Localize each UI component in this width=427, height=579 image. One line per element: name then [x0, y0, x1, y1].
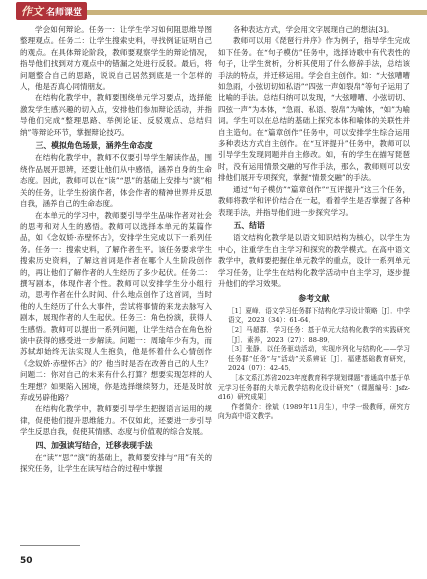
- paragraph: 在结构化教学中，教师要围绕单元学习要点，选择能激发学生感兴趣的切入点，安排他们参加辩论活动，并指导他们完成“整理思路、举例论证、反驳观点、总结归纳”等辩论环节，掌握辩论技巧。: [20, 93, 212, 137]
- page-header: [0, 0, 427, 22]
- right-column: [218, 24, 410, 422]
- column-name: 名师课堂: [46, 7, 83, 18]
- paragraph: 教师可以用《琵琶行并序》作为例子，指导学生完成如下任务。在“句子模仿”任务中，选择诗歌中有代表性的句子，让学生赏析，分析其使用了什么修辞手法，总结该手法的特点，并迁移运用。学会自主创作。如：“大弦嘈嘈如急雨，小弦切切如私语”“四弦一声如裂帛”等句子运用了比喻的手法。总结归纳可以发现，“大弦嘈嘈、小弦切切、四弦一声”为本体，“急雨、私语、裂帛”为喻体，“如”为喻词。学生可以在总结的基础上探究本体和喻体的关联性并自主造句。在“篇章创作”任务中，可以安排学生综合运用多种表达方式自主创作。在“互评提升”任务中，教师可以引导学生发现同题并自主修改。如，有的学生在描写琵琶时，没有运用情景交融的写作手法，那么，教师则可以安排他们展开专项探究，掌握“情景交融”的手法。: [218, 36, 410, 183]
- author-note: 作者简介：徐斌（1989年11月生），中学一级教师，研究方向为高中语文教学。: [218, 402, 410, 421]
- paragraph: 各种表达方式，学会用文字展现自己的想法[3]。: [233, 25, 394, 34]
- section-heading: 四、加强读写结合，迁移表现手法: [35, 440, 153, 450]
- left-column: [20, 24, 212, 475]
- paragraph: 通过“句子模仿”“篇章创作”“互评提升”这三个任务，教师将教学和评价结合在一起，看着学生是否掌握了各种表现手法，并指导他们进一步探究学习。: [218, 184, 410, 217]
- header-rule: [52, 10, 427, 15]
- paragraph: 在本单元的学习中，教师要引导学生品味作者对社会的思考和对人生的感悟。教师可以选择本单元的某篇作品，如《念奴娇·赤壁怀古》，安排学生完成以下一系列任务。任务一：搜索史料，了解作者生平。该任务要求学生搜索历史资料，了解这首词是作者在哪个人生阶段创作的，再让他们了解作者的人生经历了多少起伏。任务二：撰写剧本，体现作者个性。教师可以安排学生分小组行动，思考作者在什么时间、什么地点创作了这首词，当时他的人生经历了什么大事件，尝试将事情的来龙去脉写入剧本，展现作者的人生起伏。任务三：角色扮演，获得人生感悟。教师可以提出一系列问题，让学生结合在角色扮演中获得的感受进一步解读。问题一：周瑜年少有为，而苏轼却始终无法实现人生抱负，他是怀着什么心情创作《念奴娇·赤壁怀古》的？他当时是否在改善自己的人生？问题二：你对自己的未来有什么打算？想要实现怎样的人生理想？如果陷入困境，你是选择继续努力，还是及时放弃或另辟他路？: [20, 210, 212, 402]
- logo-mark: 作文: [21, 5, 43, 18]
- paragraph: 语文结构化教学是以语文知识结构为核心，以学生为中心，注重学生自主学习和探究的教学模式。在高中语文教学中，教师要把握住单元教学的重点，设计一系列单元学习任务，让学生在结构化教学活动中自主学习，逐步提升他们的学习效果。: [218, 233, 410, 288]
- fund-note: ［本文系江苏省2023年度教育科学规划课题“普通高中基于单元学习任务群的大单元教学结构化设计研究”（课题编号：Jsfz-d16）研究成果］: [218, 373, 410, 402]
- reference-item: ［2］马超群．学习任务：基于单元大结构化教学的实践研究［J］．素养，2023（27）：88-89．: [228, 325, 410, 344]
- reference-item: ［3］张静．以任务驱动活动，实现序列化与结构化——学习任务群“任务”与“活动”关系辨证［J］．福建基础教育研究，2024（07）：42-45．: [228, 345, 410, 373]
- paragraph: 在“读”“思”“演”的基础上，教师要安排与“用”有关的探究任务，让学生在读写结合的过程中掌握: [20, 453, 212, 474]
- references-title: 参考文献: [298, 294, 330, 304]
- paragraph: 在结构化教学中，教师不仅要引导学生解读作品，围绕作品展开思辨，还要让他们从中感悟，涵养自身的生命态度。因此，教师可以在“读”“思”的基础上安排与“演”相关的任务，让学生扮演作者，体会作者的精神世界并反思自我，涵养自己的生命态度。: [20, 153, 212, 209]
- reference-item: ［1］夏峰．语文学习任务群下结构化学习设计策略［J］．中学语文，2023（34）：61-64．: [228, 306, 410, 325]
- column-logo: [16, 2, 87, 20]
- footer-rule: [20, 545, 80, 546]
- section-heading: 五、结语: [233, 220, 265, 230]
- page-number: 50: [20, 556, 33, 566]
- section-heading: 三、模拟角色场景，涵养生命态度: [35, 141, 153, 151]
- paragraph: 学会如何辩论。任务一：让学生学习如何阻思维导图整理观点。任务二：让学生搜索史料，寻找例证证明自己的观点。在具体辩论阶段，教师要观察学生的辩论情况，指导他们找到对方观点中的错漏之处进行反驳。最后，将问题整合自己的思路，说说自己居然到底是一个怎样的人，他是否真心同情朋友。: [20, 25, 212, 92]
- paragraph: 在结构化教学中，教师要引导学生把握语言运用的规律，促使他们提升思维能力。不仅如此，还要进一步引导学生反思自我，促使其情感、态度与价值观的综合发展。: [20, 404, 212, 437]
